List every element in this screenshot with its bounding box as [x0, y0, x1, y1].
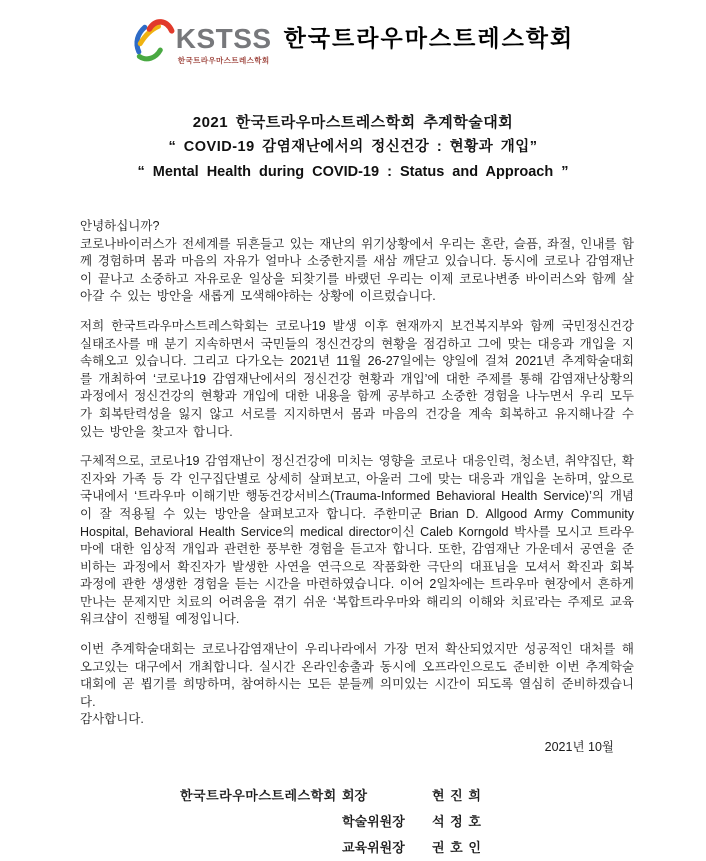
- kstss-logo-subtext: 한국트라우마스트레스학회: [177, 56, 270, 65]
- signature-block: [80, 783, 634, 861]
- kstss-logo-text: [176, 25, 272, 66]
- conference-title-line1: 2021 한국트라우마스트레스학회 추계학술대회: [192, 114, 514, 131]
- date-line: 2021년 10월: [544, 740, 614, 755]
- kstss-acronym: KSTSS: [175, 23, 272, 54]
- signature-row: [80, 835, 634, 861]
- signature-role: 교육위원장: [342, 839, 405, 855]
- kstss-logo-icon: [132, 14, 174, 66]
- greeting-line: 안녕하십니까?: [80, 219, 160, 233]
- paragraph-1: 코로나바이러스가 전세계를 뒤흔들고 있는 재난의 위기상황에서 우리는 혼란, 슬픔, 좌절, 인내를 함께 경험하며 몸과 마음의 자유가 얼마나 소중한지를 새삼 깨닫고 있습니다. 동시에 코로나 감염재난이 끝나고 소중하고 자유로운 일상을 되찾기를 바랬던 우리는 이제 코로나변종 바이러스와 함께 살아갈 수 있는 방안을 새롭게 모색해야하는 상황에 이르렀습니다.: [80, 236, 634, 304]
- signature-row: [80, 809, 634, 835]
- conference-title-block: [0, 110, 706, 185]
- org-title: 한국트라우마스트레스학회: [283, 24, 575, 51]
- letter-body: [80, 218, 634, 861]
- signature-row: [80, 783, 634, 809]
- kstss-logo: [132, 14, 272, 66]
- signature-org: 한국트라우마스트레스학회: [180, 787, 337, 803]
- signature-name: 현 진 희: [432, 787, 482, 803]
- paragraph-2: 저희 한국트라우마스트레스학회는 코로나19 발생 이후 현재까지 보건복지부와 함께 국민정신건강 실태조사를 매 분기 지속하면서 국민들의 정신건강의 현황을 점검하고 그에 맞는 대응과 개입을 지속해오고 있습니다. 그리고 다가오는 2021년 11월 26-27일에는 양일에 걸쳐 2021년 추계학술대회를 개최하여 ‘코로나19 감염재난에서의 정신건강 현황과 개입’에 대한 주제를 통해 감염재난상황의 과정에서 정신건강의 현황과 개입에 대한 내용을 함께 공부하고 소중한 경험을 나누면서 우리 모두가 회복탄력성을 잃지 않고 서로를 지지하면서 몸과 마음의 건강을 계속 회복하고 유지해나갈 수 있는 방안을 찾고자 합니다.: [80, 318, 634, 439]
- paragraph-3: 구체적으로, 코로나19 감염재난이 정신건강에 미치는 영향을 코로나 대응인력, 청소년, 취약집단, 확진자와 가족 등 각 인구집단별로 상세히 살펴보고, 아울러 그에 맞는 대응과 개입을 논하며, 앞으로 국내에서 ‘트라우마 이해기반 행동건강서비스(Trauma-Informed Behavioral Health Service)’의 개념이 잘 적용될 수 있는 방안을 살펴보고자 합니다. 주한미군 Brian D. Allgood Army Community Hospital, Behavioral Health Service의 medical director이신 Caleb Korngold 박사를 모시고 트라우마에 대한 임상적 개입과 관련한 풍부한 경험을 듣고자 합니다. 또한, 감염재난 가운데서 공연을 준비하는 과정에서 확진자가 발생한 사연을 연극으로 작품화한 극단의 대표님을 모셔서 확진과 회복과정에 관한 생생한 경험을 듣는 시간을 마련하였습니다. 이어 2일차에는 트라우마 현장에서 흔하게 만나는 문제지만 치료의 어려움을 겪기 쉬운 ‘복합트라우마와 해리의 이해와 치료’라는 주제로 교육워크샵이 진행될 예정입니다.: [80, 454, 634, 627]
- signature-role: 학술위원장: [342, 813, 405, 829]
- signature-role: 회장: [342, 787, 368, 803]
- signature-name: 석 정 호: [432, 813, 482, 829]
- paragraph-4: 이번 추계학술대회는 코로나감염재난이 우리나라에서 가장 먼저 확산되었지만 성공적인 대처를 해오고있는 대구에서 개최합니다. 실시간 온라인송출과 동시에 오프라인으로도 준비한 이번 추계학술대회에 곧 뵙기를 희망하며, 참여하시는 모든 분들께 의미있는 시간이 되도록 열심히 준비하겠습니다.: [80, 642, 634, 709]
- header: [0, 0, 706, 66]
- signature-name: 권 호 인: [432, 839, 482, 855]
- closing-line: 감사합니다.: [80, 712, 144, 727]
- conference-title-line2: “ COVID-19 감염재난에서의 정신건강 : 현황과 개입”: [168, 139, 538, 155]
- conference-title-line3: “ Mental Health during COVID-19 : Status and Approach ”: [137, 164, 569, 180]
